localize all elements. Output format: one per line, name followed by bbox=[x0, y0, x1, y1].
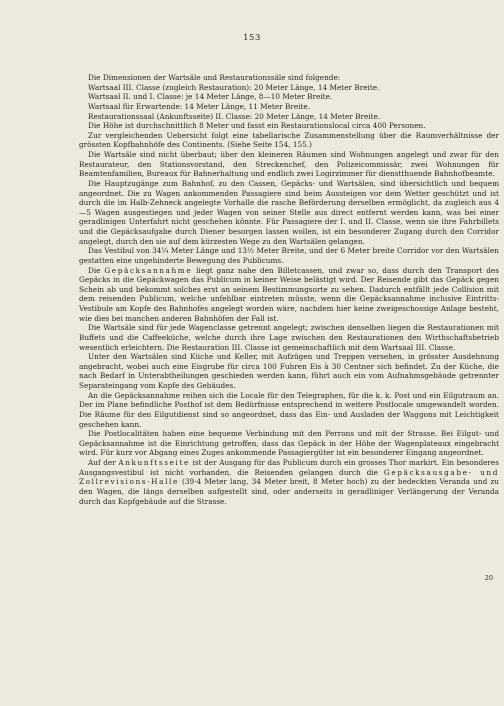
paragraph: Die Hauptzugänge zum Bahnhof, zu den Cassen, Gepäcks- und Wartsälen, sind übersichtlich und bequem angeordnet. Die zu Wagen ankommenden Passagiere sind beim Aussteigen vor dem Wetter geschützt und ist durch die im Halb-Zehneck angelegte Vorhalle die rasche Beförderung derselben ermöglicht, da zugleich aus 4—5 Wagen ausgestiegen und jeder Wagen von seiner Stelle aus direct entfernt werden kann, was bei einer geradlinigen Unterfahrt nicht geschehen könnte. Für Passagiere der I. und II. Classe, wenn sie ihre Fahrbillets und die Gepäcksaufgabe durch Diener besorgen lassen wollen, ist ein besonderer Zugang durch den Corridor angelegt, durch den sie auf dem kürzesten Wege zu den Wartsälen gelangen. bbox=[79, 178, 499, 246]
paragraph-text: ist der Ausgang für das Publicum durch ein grosses Thor markirt. Ein besonderes Ausgangsvestibul ist nicht vorhanden, die Reisenden gelangen durch die bbox=[79, 458, 499, 477]
paragraph-text: (39·4 Meter lang, 34 Meter breit, 8 Meter hoch) zu der bedeckten Veranda und zu den Wagen, die längs derselben aufgestellt sind, oder anderseits in geradliniger Verlängerung der Veranda durch das Kopfgebäude auf die Strasse. bbox=[79, 477, 499, 506]
spaced-term: Ankunftsseite bbox=[118, 458, 190, 467]
paragraph: Das Vestibul von 34¼ Meter Länge und 13½ Meter Breite, und der 6 Meter breite Corridor vor den Wartsälen gestatten eine ungehinderte Bewegung des Publicums. bbox=[79, 246, 499, 265]
list-item: Wartsaal II. und I. Classe: je 14 Meter Länge, 8—10 Meter Breite. bbox=[88, 92, 333, 102]
paragraph: Die Wartsäle sind für jede Wagenclasse getrennt angelegt; zwischen denselben liegen die Restaurationen mit Buffets und die Caffeeküche, welche durch ihre Lage zwischen den Restaurationen den Wirthschaftsbetrieb wesentlich erleichtern. Die Restauration III. Classe ist gemeinschaftlich mit dem Wartsaal III. Classe. bbox=[79, 323, 499, 352]
paragraph-text: Die bbox=[88, 265, 105, 275]
signature-mark: 20 bbox=[484, 574, 493, 582]
spaced-term: Gepäcksannahme bbox=[104, 265, 193, 275]
page-body bbox=[79, 73, 499, 506]
paragraph: Die Wartsäle sind nicht überbaut; über den kleineren Räumen sind Wohnungen angelegt und zwar für den Restaurateur, den Stationsvorstand, den Streckenchef, den Polizeicommissär, zwei Wohnungen für Beamtenfamilien, Bureaux für Bahnerhaltung und endlich zwei Logirzimmer für dienstthuende Bahnhofbeamte. bbox=[79, 150, 499, 179]
list-item: Wartsaal III. Classe (zugleich Restauration): 20 Meter Länge, 14 Meter Breite. bbox=[88, 82, 380, 92]
paragraph-text: liegt ganz nahe den Billetcassen, und zwar so, dass durch den Transport des Gepäcks in die Gepäckwagen das Publicum in keiner Weise belästigt wird. Der Reisende gibt das Gepäck gegen Schein ab und bekommt solches erst an seinem Bestimmungsorte zu sehen. Dadurch entfällt jede Collision mit dem reisenden Publicum, welche unfehlbar eintreten müsste, wenn die Gepäcksannahme inclusive Eintritts-Vestibule am Kopfe des Bahnhofes angelegt worden wäre, nachdem hier keine zweigeschossige Anlage besteht, wie dies bei manchen anderen Bahnhöfen der Fall ist. bbox=[79, 265, 499, 323]
paragraph-text: Auf der bbox=[88, 458, 119, 467]
paragraph bbox=[79, 458, 499, 506]
list-item: Die Höhe ist durchschnittlich 8 Meter und fasst ein Restaurationslocal circa 400 Personen. bbox=[88, 121, 426, 131]
paragraph bbox=[79, 266, 499, 324]
paragraph: Unter den Wartsälen sind Küche und Keller, mit Aufzügen und Treppen versehen, in grösster Ausdehnung angebracht, wobei auch eine Eisgrube für circa 100 Fuhren Eis à 30 Centner sich befindet. Zu der Küche, die nach Bedarf in Unterabtheilungen geschieden werden kann, führt auch ein vom Aufnahmsgebäude getrennter Separateingang vom Kopfe des Gebäudes. bbox=[79, 352, 499, 390]
paragraph: Zur vergleichenden Uebersicht folgt eine tabellarische Zusammenstellung über die Raumverhältnisse der grössten Kopfbahnhöfe des Continents. (Siehe Seite 154, 155.) bbox=[79, 130, 499, 150]
paragraph: Die Postlocalitäten haben eine bequeme Verbindung mit den Perrons und mit der Strasse. Bei Eilgut- und Gepäcksannahme ist die Einrichtung getroffen, dass das Gepäck in der Höhe der Wagenplateaux eingebracht wird. Für kurz vor Abgang eines Zuges ankommende Passagiergüter ist ein besonderer Eingang angeordnet. bbox=[79, 429, 499, 458]
list-item: Restaurationssaal (Ankunftsseite) II. Classe: 20 Meter Länge, 14 Meter Breite. bbox=[88, 111, 381, 121]
paragraph: An die Gepäcksannahme reihen sich die Locale für den Telegraphen, für die k. k. Post und ein Eilgutraum an. Der im Plane befindliche Posthof ist dem Bedürfnisse entsprechend in weitere Postlocale umgewandelt worden. Die Räume für den Eilgutdienst sind so angeordnet, dass das Ein- und Ausladen der Waggons mit Leichtigkeit geschehen kann. bbox=[79, 390, 499, 429]
list-item: Wartsaal für Erwartende: 14 Meter Länge, 11 Meter Breite. bbox=[88, 101, 311, 111]
page-number: 153 bbox=[243, 33, 261, 43]
spaced-term: Gepäcksausgabe- und Zollrevisions-Halle bbox=[79, 467, 500, 487]
paragraph: Die Dimensionen der Wartsäle und Restaurationssäle sind folgende: bbox=[88, 73, 341, 82]
